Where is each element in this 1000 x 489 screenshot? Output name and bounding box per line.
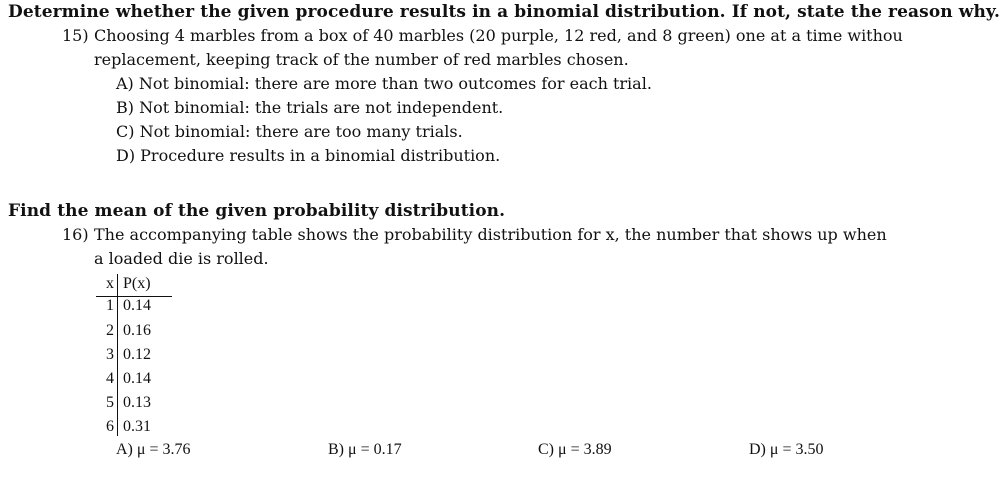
- table-cell-p: 0.16: [123, 322, 151, 339]
- table-header-x: x: [106, 275, 114, 292]
- question-16-answer-a[interactable]: A) μ = 3.76: [116, 441, 191, 458]
- table-cell-x: 1: [106, 297, 114, 314]
- table-row: [94, 415, 184, 439]
- table-header-p: P(x): [123, 275, 151, 292]
- question-15-choice-a[interactable]: A) Not binomial: there are more than two outcomes for each trial.: [116, 74, 652, 93]
- table-cell-x: 4: [106, 370, 114, 387]
- table-cell-p: 0.14: [123, 370, 151, 387]
- question-16-number: 16): [62, 225, 89, 244]
- question-15-number: 15): [62, 26, 89, 45]
- question-16-answer-b[interactable]: B) μ = 0.17: [328, 441, 402, 458]
- probability-table: [94, 272, 184, 440]
- question-15-line2: replacement, keeping track of the number of red marbles chosen.: [94, 50, 629, 69]
- table-cell-p: 0.31: [123, 418, 151, 435]
- table-row: [94, 294, 184, 318]
- section-heading-mean: Find the mean of the given probability distribution.: [8, 201, 506, 221]
- question-15-line1: Choosing 4 marbles from a box of 40 marbles (20 purple, 12 red, and 8 green) one at a time withou: [94, 26, 903, 45]
- table-row: [94, 319, 184, 343]
- question-16-line1: The accompanying table shows the probability distribution for x, the number that shows up when: [94, 225, 887, 244]
- table-cell-x: 3: [106, 346, 114, 363]
- table-cell-x: 2: [106, 322, 114, 339]
- section-heading-binomial: Determine whether the given procedure results in a binomial distribution. If not, state the reason why.: [8, 2, 1000, 22]
- table-row: [94, 343, 184, 367]
- table-cell-x: 6: [106, 418, 114, 435]
- question-16-line2: a loaded die is rolled.: [94, 249, 269, 268]
- question-16-answer-c[interactable]: C) μ = 3.89: [538, 441, 612, 458]
- table-cell-p: 0.14: [123, 297, 151, 314]
- table-cell-p: 0.13: [123, 394, 151, 411]
- question-15-choice-c[interactable]: C) Not binomial: there are too many trials.: [116, 122, 463, 141]
- question-15-choice-d[interactable]: D) Procedure results in a binomial distribution.: [116, 146, 501, 165]
- table-cell-x: 5: [106, 394, 114, 411]
- table-header-row: [94, 272, 184, 296]
- question-15-choice-b[interactable]: B) Not binomial: the trials are not independent.: [116, 98, 504, 117]
- table-cell-p: 0.12: [123, 346, 151, 363]
- question-16-answer-d[interactable]: D) μ = 3.50: [749, 441, 824, 458]
- table-row: [94, 367, 184, 391]
- table-row: [94, 391, 184, 415]
